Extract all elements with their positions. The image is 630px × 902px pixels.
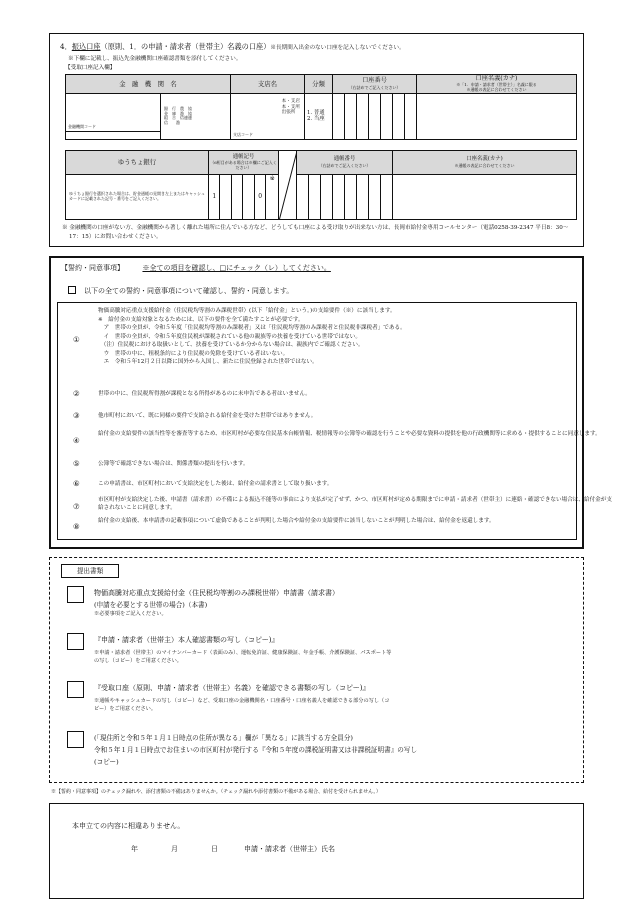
- yucho-symbol-label: 通帳記号: [232, 154, 255, 161]
- document-note-line2: の写し（コピー）をご用意ください。: [94, 658, 182, 664]
- yucho-symbol-header: [209, 151, 279, 175]
- document-title-line2: 令和５年１月１日時点でお住まいの市区町村が発行する『令和５年度の課税証明書又は非課税証明書』の写し: [94, 746, 418, 754]
- yucho-holder-field[interactable]: [393, 175, 577, 220]
- receiving-account-label: 【受取口座記入欄】: [65, 65, 116, 71]
- pledge-item-text: 他市町村において、既に同様の要件で支給される給付金を受けた世帯ではありません。: [98, 413, 317, 419]
- document-title: 物価高騰対応重点支援給付金（住民税均等割のみ課税世帯）申請書（請求書）: [94, 589, 339, 597]
- pledge-item-number: ⑤: [73, 459, 80, 468]
- branch-type-1: 本・支店: [281, 98, 300, 104]
- heading-note: ※長期間入出金のない口座を記入しないでください。: [270, 45, 405, 51]
- signature-field[interactable]: [350, 840, 570, 856]
- account-type-options[interactable]: [305, 93, 333, 139]
- pledge-title-note: ※全ての項目を確認し、□にチェック（レ）してください。: [142, 264, 331, 272]
- declaration-section: [49, 803, 584, 899]
- account-header-note: （右詰めでご記入ください）: [348, 84, 401, 90]
- branch-code-label: 支店コード: [233, 132, 253, 138]
- yucho-number-digit[interactable]: [369, 175, 381, 220]
- branch-name-field[interactable]: [231, 93, 305, 139]
- branch-type-options[interactable]: [282, 99, 300, 116]
- pledge-item-text: 世帯の中に、住民税所得割が課税となる所得があるのに未申告である者はいません。: [98, 391, 311, 397]
- bottom-warning: ※【誓約・同意事項】のチェック漏れや、添付書類の不備はありませんか。（チェック漏れや添付書類の不備がある場合、給付を受けられません。）: [51, 789, 381, 795]
- yucho-number-digit[interactable]: [321, 175, 333, 220]
- bank-code-divider: [66, 131, 160, 132]
- account-type-1: 1. 普通: [307, 109, 325, 116]
- pledge-item-number: ⑦: [73, 502, 80, 511]
- account-digit[interactable]: [369, 93, 381, 139]
- bank-instruction: ※下欄に記載し、振込先金融機関口座確認書類を添付してください。: [68, 56, 242, 62]
- date-year-label: 年: [131, 845, 138, 853]
- bank-type-4: 信 漁: [164, 120, 180, 126]
- holder-header-label: 口座名義(カナ): [475, 75, 518, 82]
- pledge-item-text: 物価高騰対応重点支援給付金（住民税均等割のみ課税世帯）(以下「給付金」という。)の支給要件（※）に該当します。 ※ 給付金の支給対象となるためには、以下の要件を全て満たすことが必要です。 ア 世帯の全員が、令和５年度「住民税均等割のみ課税者」又は「住民税均等割のみ課税者と住民税非課税者」である。 イ 世帯の全員が、令和５年度住民税が課税されている他の親族等の扶養を受けている世帯ではない。 （注）住民税における取扱いとして、扶養を受けているか分からない場合は、親族内でご確認ください。 ウ 世帯の中に、租税条約により住民税の免除を受けている者はいない。 エ 令和５年12月２日以降に国外から入国し、新たに住民登録された世帯ではない。: [98, 308, 406, 365]
- yucho-number-digit[interactable]: [297, 175, 309, 220]
- document-note: ※通帳やキャッシュカードの写し（コピー）など、受取口座の金融機関名・口座番号・口座名義人を確認できる部分の写し（コ: [94, 698, 390, 704]
- pledge-items-box: [57, 302, 612, 540]
- pledge-item-text: 給付金の支給後、本申請書の記載事項について虚偽であることが判明した場合や給付金の支給要件に該当しないことが判明した場合は、給付金を返還します。: [98, 518, 495, 524]
- account-digit[interactable]: [345, 93, 357, 139]
- heading-link: 振込口座: [71, 42, 101, 51]
- account-digit[interactable]: [405, 93, 417, 139]
- yucho-number-label: 通帳番号: [333, 156, 356, 163]
- yucho-number-digit[interactable]: [357, 175, 369, 220]
- yucho-number-digit[interactable]: [381, 175, 393, 220]
- bank-code-label: 金融機関コード: [68, 124, 96, 130]
- bank-type-options[interactable]: [161, 93, 231, 139]
- yucho-number-digit[interactable]: [309, 175, 321, 220]
- pledge-item-text: 公簿等で確認できない場合は、関係書類の提出を行います。: [98, 461, 249, 467]
- pledge-title-row: [61, 264, 331, 273]
- account-type-2: 2. 当座: [307, 116, 325, 123]
- diagonal-slash-icon: [279, 151, 297, 220]
- account-holder-field[interactable]: [417, 93, 577, 139]
- yucho-symbol-digit[interactable]: [220, 175, 231, 220]
- pledge-item-number: ⑧: [73, 522, 80, 531]
- account-digit[interactable]: [357, 93, 369, 139]
- holder-header-note2: ※通帳の表記に合わせてください: [466, 87, 527, 93]
- yucho-extra-digit[interactable]: [266, 175, 279, 220]
- yucho-holder-label: 口座名義(カナ): [466, 156, 503, 163]
- document-checkbox[interactable]: [67, 681, 84, 698]
- date-day-label: 日: [211, 845, 218, 853]
- branch-type-3: 出張所: [281, 110, 296, 116]
- documents-section: [49, 557, 584, 783]
- yucho-extra-mark: ※: [269, 175, 275, 182]
- account-header-label: 口座番号: [362, 77, 387, 85]
- document-checkbox[interactable]: [67, 633, 84, 650]
- pledge-section: [49, 256, 612, 549]
- document-title-line2: (申請を必要とする世帯の場合)（本書): [94, 601, 208, 609]
- yucho-number-note: （右詰めでご記入ください）: [318, 162, 371, 168]
- yucho-holder-note: ※通帳の表記に合わせてください: [454, 162, 515, 168]
- bank-section: [49, 33, 584, 247]
- pledge-item-number: ④: [73, 436, 80, 445]
- heading-number: 4．: [60, 42, 72, 51]
- yucho-number-digit[interactable]: [345, 175, 357, 220]
- document-note: ※必要事項をご記入ください。: [94, 611, 167, 617]
- pledge-item-number: ②: [73, 389, 80, 398]
- bank-footnote: ※ 金融機関の口座がない方、金融機関から著しく離れた場所に住んでいる方など、どうしても口座による受け取りが出来ない方は、長岡市給付金専用コールセンター（電話0258-39-2347 平日8：30〜17：15）にお問い合わせください。: [62, 225, 569, 240]
- account-digit[interactable]: [333, 93, 345, 139]
- col-header-bank: 金 融 機 関 名: [66, 75, 231, 94]
- bank-type-1: 銀 行 農 協: [164, 105, 192, 111]
- document-item[interactable]: [67, 632, 577, 672]
- pledge-item-text: 市区町村が支給決定した後、申請書（請求書）の不備による振込不能等の事由により支払が完了せず、かつ、市区町村が定める期限までに申請・請求者（世帯主）に連絡・確認できない場合は、給付金が支給されないことに同意します。: [98, 497, 612, 512]
- documents-title-box: [61, 564, 119, 578]
- account-digit[interactable]: [381, 93, 393, 139]
- document-title: (「現住所と令和５年１月１日時点の住所が異なる」欄が「異なる」に該当する方全員分): [94, 734, 353, 742]
- pledge-item-text: 給付金の支給要件の該当性等を審査等するため、市区町村が必要な住民基本台帳情報、税情報等の公簿等の確認を行うことや必要な資料の提供を他の行政機関等に求める・提供することに同意します。: [98, 431, 601, 437]
- yucho-description: ゆうちょ銀行を選択された場合は、貯金通帳の見開き左上またはキャッシュカードに記載された記号・番号をご記入ください。: [66, 175, 209, 220]
- yucho-symbol-digit[interactable]: [231, 175, 242, 220]
- heading-text: （原則、1．の申請・請求者（世帯主）名義の口座）: [100, 42, 271, 51]
- document-title: 『受取口座（原則、申請・請求者（世帯主）名義）を確認できる書類の写し（コピー)』: [94, 684, 370, 692]
- holder-header-note: ※「1．申請・請求者（世帯主）」名義に限る: [456, 82, 537, 88]
- bank-name-field[interactable]: [66, 93, 161, 139]
- yucho-symbol-digit-fixed: 1: [209, 175, 220, 220]
- document-item[interactable]: [67, 586, 577, 626]
- yucho-number-header: [297, 151, 393, 175]
- pledge-title: 【誓約・同意事項】: [61, 264, 124, 272]
- yucho-table: [65, 150, 577, 220]
- master-pledge-text: 以下の全ての誓約・同意事項について確認し、誓約・同意します。: [84, 287, 294, 295]
- document-checkbox[interactable]: [67, 586, 84, 603]
- col-header-branch: 支店名: [231, 75, 305, 94]
- col-header-type: 分類: [305, 75, 333, 94]
- document-item[interactable]: [67, 681, 577, 721]
- branch-type-2: 本・支所: [281, 104, 300, 110]
- document-note: ※申請・請求者（世帯主）のマイナンバーカード（表面のみ）、運転免許証、健康保険証、年金手帳、介護保険証、パスポート等: [94, 650, 392, 656]
- yucho-symbol-note: （6桁目がある場合は※欄にご記入ください）: [210, 160, 277, 171]
- bank-account-table: [65, 74, 577, 140]
- yucho-symbol-digit-fixed: 0: [254, 175, 265, 220]
- document-item[interactable]: [67, 730, 577, 776]
- declaration-text: 本申立ての内容に相違ありません。: [72, 822, 185, 830]
- bank-type-3: 組 合 信連連: [164, 115, 192, 121]
- signer-label: 申請・請求者（世帯主）氏名: [244, 845, 335, 853]
- document-checkbox[interactable]: [67, 731, 84, 748]
- account-digit[interactable]: [393, 93, 405, 139]
- yucho-holder-header: [393, 151, 577, 175]
- yucho-separator: [279, 151, 297, 220]
- document-title-line3: (コピー): [94, 758, 119, 766]
- pledge-item-number: ⑥: [73, 479, 80, 488]
- documents-title: 提出書類: [76, 567, 104, 575]
- col-header-account: [333, 75, 417, 94]
- col-header-holder: [417, 75, 577, 94]
- master-pledge-row[interactable]: [68, 286, 293, 296]
- master-pledge-checkbox[interactable]: [68, 286, 76, 294]
- yucho-number-digit[interactable]: [333, 175, 345, 220]
- document-title: 『申請・請求者（世帯主）本人確認書類の写し（コピー)』: [94, 636, 279, 644]
- pledge-item-number: ③: [73, 411, 80, 420]
- document-note-line2: ピー）をご用意ください。: [94, 706, 157, 712]
- date-month-label: 月: [171, 845, 178, 853]
- pledge-item-text: この申請書は、市区町村において支給決定をした後は、給付金の請求書として取り扱います。: [98, 481, 333, 487]
- yucho-header: ゆうちょ銀行: [66, 151, 209, 175]
- bank-type-2: 金 庫 漁 協: [164, 110, 192, 116]
- yucho-symbol-digit[interactable]: [243, 175, 254, 220]
- pledge-item-number: ①: [73, 335, 80, 344]
- bank-section-heading: [60, 42, 405, 53]
